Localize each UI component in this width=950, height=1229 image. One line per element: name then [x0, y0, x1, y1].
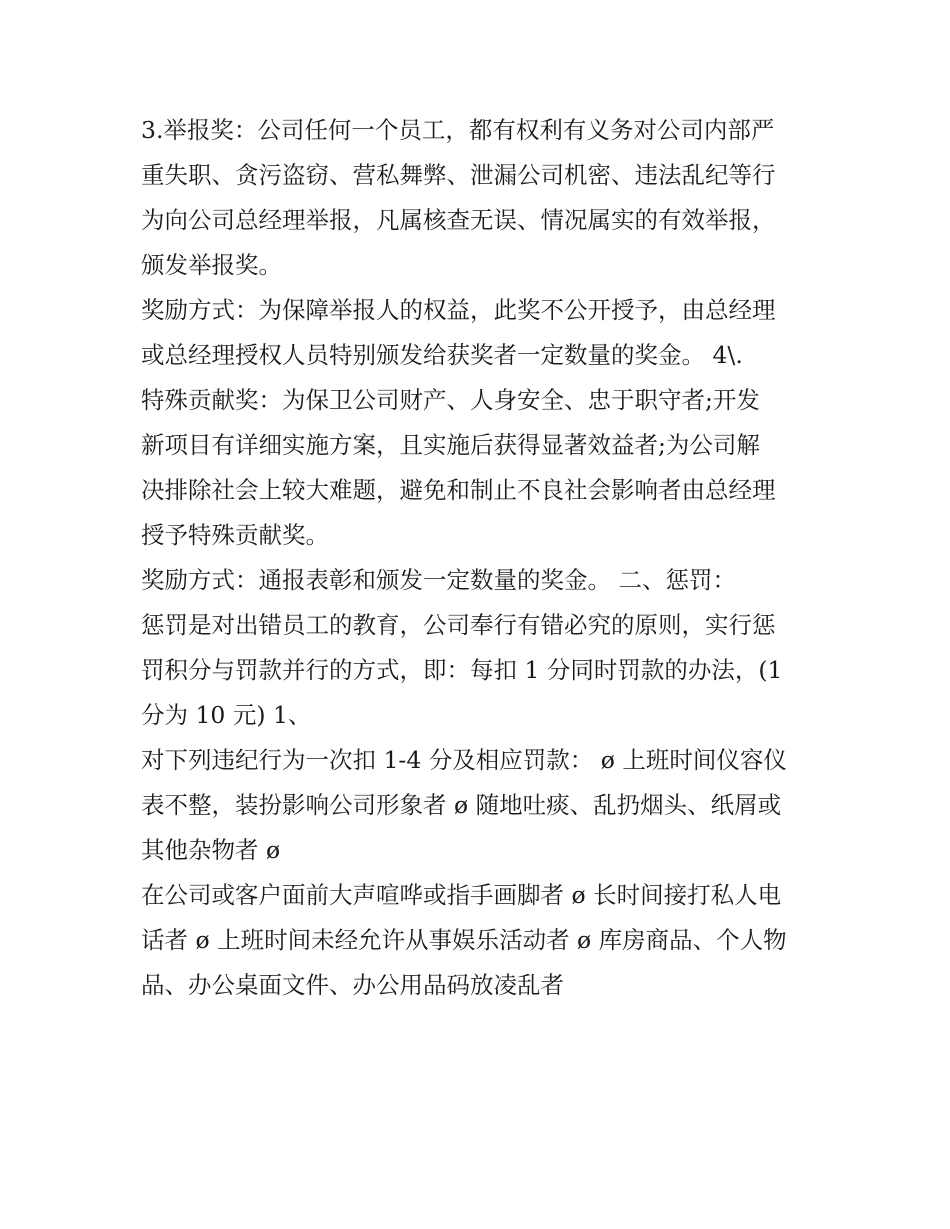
text-line-12: 惩罚是对出错员工的教育，公司奉行有错必究的原则，实行惩 — [141, 611, 776, 639]
text-line-7: 特殊贡献奖：为保卫公司财产、人身安全、忠于职守者;开发 — [141, 386, 760, 414]
text-line-13: 罚积分与罚款并行的方式，即：每扣 1 分同时罚款的办法，(1 — [141, 656, 783, 684]
text-line-18: 在公司或客户面前大声喧哗或指手画脚者 ø 长时间接打私人电 — [141, 881, 782, 909]
text-line-20: 品、办公桌面文件、办公用品码放凌乱者 — [141, 971, 564, 999]
text-line-2: 重失职、贪污盗窃、营私舞弊、泄漏公司机密、违法乱纪等行 — [141, 161, 776, 189]
text-line-8: 新项目有详细实施方案，且实施后获得显著效益者;为公司解 — [141, 431, 760, 459]
text-line-11: 奖励方式：通报表彰和颁发一定数量的奖金。 二、惩罚： — [141, 566, 736, 594]
text-line-17: 其他杂物者 ø — [141, 836, 281, 864]
text-line-19: 话者 ø 上班时间未经允许从事娱乐活动者 ø 库房商品、个人物 — [141, 926, 787, 954]
text-line-10: 授予特殊贡献奖。 — [141, 521, 329, 549]
text-line-15: 对下列违纪行为一次扣 1-4 分及相应罚款： ø 上班时间仪容仪 — [141, 746, 787, 774]
text-line-9: 决排除社会上较大难题，避免和制止不良社会影响者由总经理 — [141, 476, 776, 504]
text-line-4: 颁发举报奖。 — [141, 251, 282, 279]
text-line-6: 或总经理授权人员特别颁发给获奖者一定数量的奖金。 4\. — [141, 341, 743, 369]
text-line-5: 奖励方式：为保障举报人的权益，此奖不公开授予，由总经理 — [141, 296, 776, 324]
text-line-3: 为向公司总经理举报，凡属核查无误、情况属实的有效举报， — [141, 206, 776, 234]
text-line-14: 分为 10 元) 1、 — [141, 701, 312, 729]
text-line-1: 3.举报奖：公司任何一个员工，都有权利有义务对公司内部严 — [141, 116, 775, 144]
text-line-16: 表不整，装扮影响公司形象者 ø 随地吐痰、乱扔烟头、纸屑或 — [141, 791, 782, 819]
document-body — [141, 108, 831, 1008]
